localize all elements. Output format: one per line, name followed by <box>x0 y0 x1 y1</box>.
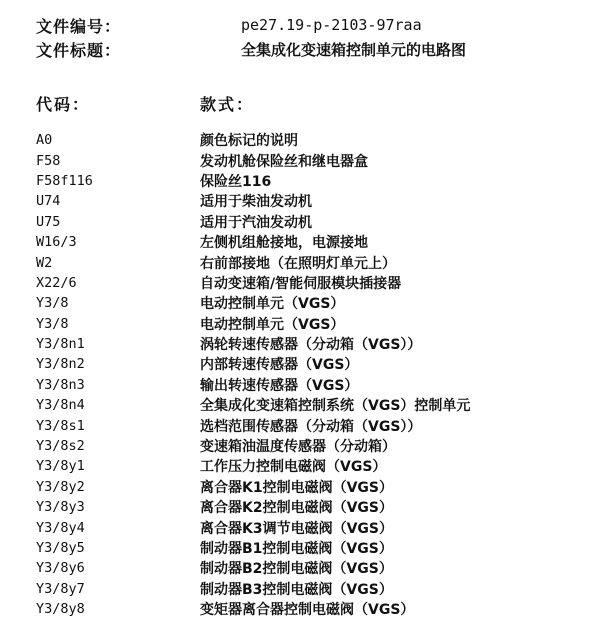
list-item <box>36 579 596 599</box>
component-description: 适用于柴油发动机 <box>200 194 312 211</box>
component-description: 全集成化变速箱控制系统（VGS）控制单元 <box>200 398 471 415</box>
component-description: 涡轮转速传感器（分动箱（VGS）） <box>200 337 422 354</box>
list-item <box>36 395 596 415</box>
list-item <box>36 538 596 558</box>
doc-number-label: 文件编号： <box>36 16 122 36</box>
component-code: Y3/8n1 <box>36 336 85 353</box>
component-code: Y3/8n2 <box>36 356 85 373</box>
list-item <box>36 599 596 619</box>
list-item <box>36 558 596 578</box>
list-item <box>36 456 596 476</box>
component-code: U74 <box>36 193 61 210</box>
list-item <box>36 334 596 354</box>
doc-title-label: 文件标题： <box>36 40 122 60</box>
component-code: F58 <box>36 152 61 169</box>
list-item <box>36 273 596 293</box>
column-headers <box>36 92 254 114</box>
component-description: 电动控制单元（VGS） <box>200 316 345 333</box>
component-description: 变矩器离合器控制电磁阀（VGS） <box>200 602 415 619</box>
component-code: Y3/8y8 <box>36 601 85 618</box>
component-code: W2 <box>36 254 53 271</box>
desc-column-header: 款式： <box>200 94 255 114</box>
doc-title-value: 全集成化变速箱控制单元的电路图 <box>241 40 467 59</box>
component-code: Y3/8y2 <box>36 478 85 495</box>
list-item <box>36 375 596 395</box>
component-description: 选档范围传感器（分动箱（VGS）） <box>200 418 422 435</box>
list-item <box>36 517 596 537</box>
component-list <box>36 130 596 619</box>
list-item <box>36 497 596 517</box>
component-description: 适用于汽油发动机 <box>200 214 312 231</box>
component-description: 保险丝116 <box>200 173 272 190</box>
component-code: Y3/8y5 <box>36 540 85 556</box>
list-item <box>36 314 596 334</box>
list-item <box>36 212 596 232</box>
code-column-header: 代码： <box>36 94 91 114</box>
component-code: Y3/8n4 <box>36 397 85 414</box>
component-code: Y3/8y6 <box>36 560 85 577</box>
component-code: A0 <box>36 132 53 149</box>
component-code: Y3/8 <box>36 315 69 332</box>
component-description: 变速箱油温度传感器（分动箱） <box>200 439 396 456</box>
component-code: Y3/8y3 <box>36 499 85 516</box>
list-item <box>36 191 596 211</box>
component-description: 离合器K1控制电磁阀（VGS） <box>200 479 393 496</box>
component-code: Y3/8s2 <box>36 438 85 455</box>
component-code: F58f116 <box>36 172 93 189</box>
component-description: 工作压力控制电磁阀（VGS） <box>200 459 387 476</box>
list-item <box>36 171 596 191</box>
list-item <box>36 130 596 150</box>
component-description: 左侧机组舱接地，电源接地 <box>200 235 368 252</box>
list-item <box>36 354 596 374</box>
component-description: 输出转速传感器（VGS） <box>200 377 359 394</box>
doc-number-value: pe27.19-p-2103-97raa <box>241 16 422 34</box>
component-code: W16/3 <box>36 234 77 251</box>
component-code: Y3/8n3 <box>36 376 85 393</box>
component-description: 制动器B3控制电磁阀（VGS） <box>200 581 393 598</box>
component-code: Y3/8 <box>36 295 69 312</box>
list-item <box>36 293 596 313</box>
component-description: 右前部接地（在照明灯单元上） <box>200 255 396 272</box>
list-item <box>36 252 596 272</box>
list-item <box>36 150 596 170</box>
component-code: Y3/8y4 <box>36 519 85 536</box>
list-item <box>36 232 596 252</box>
component-code: Y3/8y7 <box>36 580 85 597</box>
component-code: U75 <box>36 213 61 230</box>
component-code: Y3/8y1 <box>36 458 85 475</box>
component-description: 自动变速箱/智能伺服模块插接器 <box>200 275 402 292</box>
doc-number-row <box>36 14 422 36</box>
list-item <box>36 477 596 497</box>
doc-title-row <box>36 38 466 60</box>
component-description: 制动器B1控制电磁阀（VGS） <box>200 541 393 557</box>
component-description: 内部转速传感器（VGS） <box>200 357 359 374</box>
component-description: 制动器B2控制电磁阀（VGS） <box>200 561 393 578</box>
list-item <box>36 415 596 435</box>
component-description: 电动控制单元（VGS） <box>200 296 345 313</box>
component-description: 颜色标记的说明 <box>200 133 298 150</box>
component-description: 发动机舱保险丝和继电器盒 <box>200 153 368 170</box>
component-code: Y3/8s1 <box>36 417 85 434</box>
component-description: 离合器K2控制电磁阀（VGS） <box>200 500 393 517</box>
component-code: X22/6 <box>36 274 77 291</box>
component-description: 离合器K3调节电磁阀（VGS） <box>200 520 393 537</box>
list-item <box>36 436 596 456</box>
